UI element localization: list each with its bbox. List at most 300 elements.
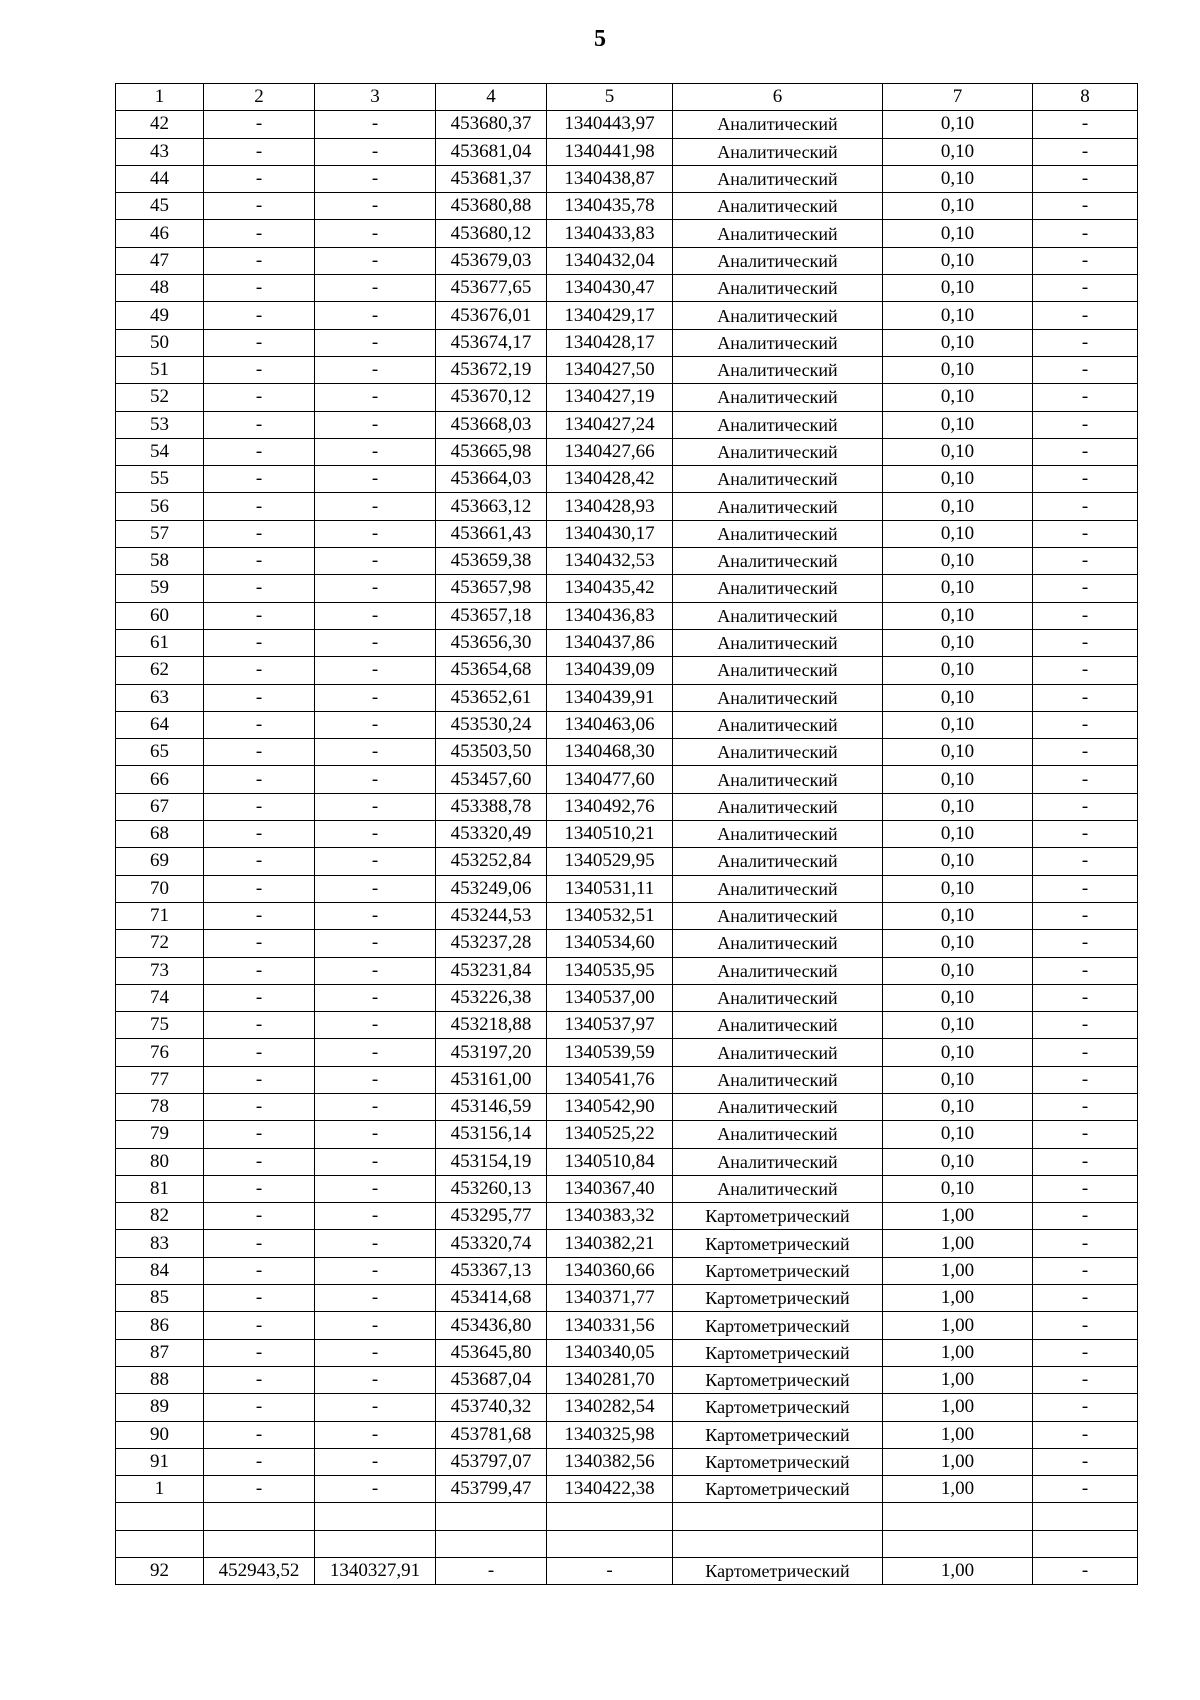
method-cell: Аналитический — [673, 466, 883, 493]
y-coord-cell: - — [315, 220, 436, 247]
description-cell: - — [1033, 1230, 1138, 1257]
y-coord-new-cell: 1340468,30 — [547, 739, 673, 766]
method-cell: Аналитический — [673, 984, 883, 1011]
x-coord-new-cell — [436, 1503, 547, 1530]
x-coord-new-cell: 453656,30 — [436, 629, 547, 656]
x-coord-new-cell: 453530,24 — [436, 711, 547, 738]
y-coord-cell: - — [315, 1093, 436, 1120]
method-cell: Аналитический — [673, 711, 883, 738]
x-coord-new-cell: 453664,03 — [436, 466, 547, 493]
table-row — [116, 520, 1138, 547]
y-coord-cell: - — [315, 1175, 436, 1202]
y-coord-cell: - — [315, 848, 436, 875]
x-coord-new-cell: 453781,68 — [436, 1421, 547, 1448]
y-coord-new-cell: 1340282,54 — [547, 1394, 673, 1421]
x-coord-cell: - — [204, 1285, 315, 1312]
y-coord-new-cell: 1340510,84 — [547, 1148, 673, 1175]
y-coord-cell: - — [315, 165, 436, 192]
table-row — [116, 302, 1138, 329]
x-coord-cell: - — [204, 411, 315, 438]
y-coord-cell: - — [315, 1421, 436, 1448]
x-coord-new-cell: 453436,80 — [436, 1312, 547, 1339]
table-row — [116, 384, 1138, 411]
y-coord-new-cell: 1340437,86 — [547, 629, 673, 656]
accuracy-cell — [883, 1503, 1033, 1530]
y-coord-cell: - — [315, 548, 436, 575]
description-cell: - — [1033, 275, 1138, 302]
x-coord-new-cell: 453672,19 — [436, 356, 547, 383]
y-coord-new-cell: 1340436,83 — [547, 602, 673, 629]
point-number-cell: 69 — [116, 848, 204, 875]
description-cell: - — [1033, 875, 1138, 902]
method-cell: Аналитический — [673, 138, 883, 165]
x-coord-cell: - — [204, 1366, 315, 1393]
y-coord-new-cell: 1340438,87 — [547, 165, 673, 192]
y-coord-cell: - — [315, 138, 436, 165]
accuracy-cell: 0,10 — [883, 411, 1033, 438]
x-coord-cell: - — [204, 275, 315, 302]
description-cell — [1033, 1503, 1138, 1530]
y-coord-new-cell: 1340281,70 — [547, 1366, 673, 1393]
page-number: 5 — [594, 26, 606, 52]
accuracy-cell: 0,10 — [883, 220, 1033, 247]
table-row — [116, 1230, 1138, 1257]
table-row — [116, 275, 1138, 302]
description-cell: - — [1033, 766, 1138, 793]
x-coord-new-cell: 453249,06 — [436, 875, 547, 902]
x-coord-cell — [204, 1530, 315, 1557]
description-cell: - — [1033, 1066, 1138, 1093]
point-number-cell: 74 — [116, 984, 204, 1011]
description-cell: - — [1033, 602, 1138, 629]
method-cell: Аналитический — [673, 684, 883, 711]
x-coord-cell: - — [204, 356, 315, 383]
method-cell: Аналитический — [673, 193, 883, 220]
table-row — [116, 930, 1138, 957]
x-coord-cell: - — [204, 1066, 315, 1093]
accuracy-cell: 0,10 — [883, 1121, 1033, 1148]
description-cell: - — [1033, 1366, 1138, 1393]
y-coord-cell: - — [315, 957, 436, 984]
method-cell: Картометрический — [673, 1230, 883, 1257]
y-coord-cell: - — [315, 1066, 436, 1093]
method-cell: Аналитический — [673, 111, 883, 138]
table-row — [116, 111, 1138, 138]
y-coord-cell: - — [315, 1285, 436, 1312]
x-coord-cell: - — [204, 1476, 315, 1503]
y-coord-cell: - — [315, 1339, 436, 1366]
accuracy-cell: 0,10 — [883, 848, 1033, 875]
method-cell: Аналитический — [673, 302, 883, 329]
description-cell: - — [1033, 1039, 1138, 1066]
accuracy-cell: 1,00 — [883, 1203, 1033, 1230]
table-row — [116, 739, 1138, 766]
description-cell: - — [1033, 1421, 1138, 1448]
accuracy-cell: 0,10 — [883, 793, 1033, 820]
x-coord-cell: - — [204, 793, 315, 820]
method-cell: Аналитический — [673, 575, 883, 602]
y-coord-cell: - — [315, 438, 436, 465]
point-number-cell: 64 — [116, 711, 204, 738]
point-number-cell: 84 — [116, 1257, 204, 1284]
table-row — [116, 602, 1138, 629]
header-cell: 2 — [204, 84, 315, 111]
accuracy-cell: 1,00 — [883, 1285, 1033, 1312]
x-coord-cell: - — [204, 602, 315, 629]
y-coord-new-cell: 1340430,47 — [547, 275, 673, 302]
point-number-cell: 72 — [116, 930, 204, 957]
x-coord-cell: - — [204, 1339, 315, 1366]
x-coord-cell: - — [204, 1203, 315, 1230]
y-coord-new-cell: 1340360,66 — [547, 1257, 673, 1284]
description-cell: - — [1033, 793, 1138, 820]
y-coord-cell: - — [315, 411, 436, 438]
method-cell: Аналитический — [673, 1148, 883, 1175]
method-cell: Аналитический — [673, 165, 883, 192]
point-number-cell: 82 — [116, 1203, 204, 1230]
accuracy-cell: 0,10 — [883, 302, 1033, 329]
y-coord-cell: - — [315, 384, 436, 411]
point-number-cell: 56 — [116, 493, 204, 520]
method-cell: Аналитический — [673, 438, 883, 465]
point-number-cell: 44 — [116, 165, 204, 192]
point-number-cell: 87 — [116, 1339, 204, 1366]
y-coord-cell: - — [315, 1121, 436, 1148]
method-cell: Картометрический — [673, 1339, 883, 1366]
y-coord-cell: - — [315, 1012, 436, 1039]
accuracy-cell: 0,10 — [883, 1066, 1033, 1093]
method-cell: Аналитический — [673, 247, 883, 274]
method-cell: Картометрический — [673, 1476, 883, 1503]
point-number-cell: 92 — [116, 1558, 204, 1585]
description-cell: - — [1033, 1448, 1138, 1475]
x-coord-new-cell: 453680,88 — [436, 193, 547, 220]
description-cell: - — [1033, 111, 1138, 138]
description-cell: - — [1033, 356, 1138, 383]
y-coord-new-cell: 1340382,56 — [547, 1448, 673, 1475]
description-cell: - — [1033, 1339, 1138, 1366]
description-cell: - — [1033, 739, 1138, 766]
table-row — [116, 548, 1138, 575]
table-row — [116, 1476, 1138, 1503]
table-row — [116, 875, 1138, 902]
description-cell: - — [1033, 1175, 1138, 1202]
y-coord-new-cell: 1340367,40 — [547, 1175, 673, 1202]
point-number-cell: 61 — [116, 629, 204, 656]
method-cell: Картометрический — [673, 1312, 883, 1339]
table-row — [116, 684, 1138, 711]
method-cell: Картометрический — [673, 1203, 883, 1230]
y-coord-cell: - — [315, 520, 436, 547]
table-row — [116, 1366, 1138, 1393]
table-row — [116, 193, 1138, 220]
description-cell: - — [1033, 629, 1138, 656]
y-coord-cell — [315, 1530, 436, 1557]
x-coord-cell: - — [204, 1148, 315, 1175]
accuracy-cell: 0,10 — [883, 602, 1033, 629]
description-cell: - — [1033, 329, 1138, 356]
method-cell: Аналитический — [673, 356, 883, 383]
x-coord-cell: - — [204, 329, 315, 356]
y-coord-cell: - — [315, 575, 436, 602]
table-row — [116, 1203, 1138, 1230]
header-cell: 1 — [116, 84, 204, 111]
accuracy-cell: 0,10 — [883, 739, 1033, 766]
description-cell: - — [1033, 984, 1138, 1011]
x-coord-cell: - — [204, 193, 315, 220]
y-coord-new-cell: 1340432,53 — [547, 548, 673, 575]
point-number-cell: 52 — [116, 384, 204, 411]
header-cell: 6 — [673, 84, 883, 111]
method-cell: Аналитический — [673, 493, 883, 520]
table-header-row — [116, 84, 1138, 111]
point-number-cell: 83 — [116, 1230, 204, 1257]
y-coord-new-cell: 1340525,22 — [547, 1121, 673, 1148]
x-coord-new-cell: 453367,13 — [436, 1257, 547, 1284]
y-coord-cell: - — [315, 247, 436, 274]
y-coord-new-cell: 1340537,00 — [547, 984, 673, 1011]
method-cell: Картометрический — [673, 1366, 883, 1393]
y-coord-new-cell — [547, 1530, 673, 1557]
table-row — [116, 329, 1138, 356]
point-number-cell: 51 — [116, 356, 204, 383]
table-row — [116, 957, 1138, 984]
description-cell: - — [1033, 930, 1138, 957]
y-coord-cell: - — [315, 984, 436, 1011]
accuracy-cell: 0,10 — [883, 275, 1033, 302]
x-coord-new-cell: 453156,14 — [436, 1121, 547, 1148]
x-coord-new-cell: 453668,03 — [436, 411, 547, 438]
y-coord-cell: - — [315, 766, 436, 793]
table-row — [116, 220, 1138, 247]
x-coord-cell: - — [204, 957, 315, 984]
coordinates-table — [115, 83, 1138, 1585]
accuracy-cell: 1,00 — [883, 1366, 1033, 1393]
y-coord-new-cell: 1340428,93 — [547, 493, 673, 520]
x-coord-cell: - — [204, 466, 315, 493]
point-number-cell: 45 — [116, 193, 204, 220]
y-coord-new-cell: 1340529,95 — [547, 848, 673, 875]
method-cell: Аналитический — [673, 657, 883, 684]
y-coord-new-cell: 1340428,42 — [547, 466, 673, 493]
method-cell — [673, 1530, 883, 1557]
point-number-cell: 57 — [116, 520, 204, 547]
y-coord-cell: - — [315, 1230, 436, 1257]
x-coord-new-cell: 453146,59 — [436, 1093, 547, 1120]
x-coord-cell: - — [204, 1312, 315, 1339]
y-coord-new-cell: 1340427,50 — [547, 356, 673, 383]
y-coord-new-cell: 1340422,38 — [547, 1476, 673, 1503]
y-coord-new-cell: 1340427,24 — [547, 411, 673, 438]
accuracy-cell — [883, 1530, 1033, 1557]
x-coord-new-cell: 453797,07 — [436, 1448, 547, 1475]
x-coord-cell: - — [204, 1230, 315, 1257]
x-coord-cell — [204, 1503, 315, 1530]
method-cell: Аналитический — [673, 275, 883, 302]
accuracy-cell: 1,00 — [883, 1339, 1033, 1366]
description-cell: - — [1033, 165, 1138, 192]
x-coord-new-cell: 453654,68 — [436, 657, 547, 684]
x-coord-cell: - — [204, 111, 315, 138]
x-coord-cell: - — [204, 657, 315, 684]
x-coord-new-cell: 453681,04 — [436, 138, 547, 165]
y-coord-new-cell: 1340382,21 — [547, 1230, 673, 1257]
y-coord-cell: - — [315, 684, 436, 711]
x-coord-new-cell: 453218,88 — [436, 1012, 547, 1039]
accuracy-cell: 0,10 — [883, 493, 1033, 520]
y-coord-cell: - — [315, 902, 436, 929]
point-number-cell — [116, 1503, 204, 1530]
x-coord-cell: - — [204, 384, 315, 411]
accuracy-cell: 0,10 — [883, 1148, 1033, 1175]
y-coord-new-cell: 1340340,05 — [547, 1339, 673, 1366]
accuracy-cell: 1,00 — [883, 1558, 1033, 1585]
point-number-cell: 43 — [116, 138, 204, 165]
description-cell: - — [1033, 438, 1138, 465]
x-coord-new-cell: 453657,18 — [436, 602, 547, 629]
table-row — [116, 984, 1138, 1011]
x-coord-new-cell: 453799,47 — [436, 1476, 547, 1503]
description-cell: - — [1033, 684, 1138, 711]
accuracy-cell: 0,10 — [883, 957, 1033, 984]
x-coord-cell: - — [204, 220, 315, 247]
x-coord-cell: - — [204, 1039, 315, 1066]
y-coord-new-cell: 1340433,83 — [547, 220, 673, 247]
description-cell: - — [1033, 711, 1138, 738]
description-cell: - — [1033, 957, 1138, 984]
x-coord-new-cell: 453677,65 — [436, 275, 547, 302]
x-coord-new-cell: 453661,43 — [436, 520, 547, 547]
point-number-cell: 86 — [116, 1312, 204, 1339]
y-coord-cell: - — [315, 1203, 436, 1230]
table-row — [116, 902, 1138, 929]
x-coord-new-cell: 453676,01 — [436, 302, 547, 329]
x-coord-cell: - — [204, 520, 315, 547]
y-coord-cell: - — [315, 1366, 436, 1393]
accuracy-cell: 1,00 — [883, 1230, 1033, 1257]
method-cell: Аналитический — [673, 821, 883, 848]
point-number-cell: 65 — [116, 739, 204, 766]
table-row — [116, 793, 1138, 820]
description-cell: - — [1033, 520, 1138, 547]
description-cell: - — [1033, 247, 1138, 274]
accuracy-cell: 0,10 — [883, 766, 1033, 793]
method-cell: Аналитический — [673, 1093, 883, 1120]
table-row — [116, 438, 1138, 465]
y-coord-cell: - — [315, 193, 436, 220]
x-coord-cell: - — [204, 984, 315, 1011]
y-coord-cell: 1340327,91 — [315, 1558, 436, 1585]
method-cell: Картометрический — [673, 1257, 883, 1284]
table-row — [116, 138, 1138, 165]
table-row — [116, 1339, 1138, 1366]
table-row — [116, 411, 1138, 438]
accuracy-cell: 1,00 — [883, 1394, 1033, 1421]
point-number-cell: 46 — [116, 220, 204, 247]
y-coord-cell: - — [315, 356, 436, 383]
table-row — [116, 1421, 1138, 1448]
method-cell: Аналитический — [673, 902, 883, 929]
y-coord-new-cell: 1340428,17 — [547, 329, 673, 356]
table-row — [116, 466, 1138, 493]
method-cell: Аналитический — [673, 548, 883, 575]
x-coord-new-cell: 453670,12 — [436, 384, 547, 411]
x-coord-cell: - — [204, 902, 315, 929]
point-number-cell: 42 — [116, 111, 204, 138]
y-coord-new-cell: 1340441,98 — [547, 138, 673, 165]
x-coord-cell: - — [204, 875, 315, 902]
y-coord-new-cell: 1340443,97 — [547, 111, 673, 138]
y-coord-cell — [315, 1503, 436, 1530]
x-coord-new-cell: 453226,38 — [436, 984, 547, 1011]
y-coord-new-cell: 1340325,98 — [547, 1421, 673, 1448]
description-cell: - — [1033, 1012, 1138, 1039]
method-cell: Аналитический — [673, 793, 883, 820]
y-coord-cell: - — [315, 711, 436, 738]
y-coord-new-cell: 1340477,60 — [547, 766, 673, 793]
y-coord-new-cell: 1340427,19 — [547, 384, 673, 411]
description-cell: - — [1033, 138, 1138, 165]
accuracy-cell: 0,10 — [883, 629, 1033, 656]
x-coord-cell: - — [204, 438, 315, 465]
x-coord-new-cell: 453674,17 — [436, 329, 547, 356]
header-cell: 7 — [883, 84, 1033, 111]
y-coord-cell: - — [315, 329, 436, 356]
x-coord-cell: - — [204, 1394, 315, 1421]
accuracy-cell: 0,10 — [883, 684, 1033, 711]
table-row — [116, 711, 1138, 738]
y-coord-new-cell: 1340429,17 — [547, 302, 673, 329]
point-number-cell: 77 — [116, 1066, 204, 1093]
y-coord-new-cell: 1340535,95 — [547, 957, 673, 984]
table-row — [116, 1558, 1138, 1585]
description-cell: - — [1033, 1394, 1138, 1421]
x-coord-new-cell: 453320,74 — [436, 1230, 547, 1257]
header-cell: 3 — [315, 84, 436, 111]
x-coord-cell: - — [204, 821, 315, 848]
method-cell: Аналитический — [673, 1175, 883, 1202]
description-cell: - — [1033, 384, 1138, 411]
x-coord-cell: - — [204, 1012, 315, 1039]
point-number-cell: 76 — [116, 1039, 204, 1066]
point-number-cell: 85 — [116, 1285, 204, 1312]
table-row — [116, 1039, 1138, 1066]
method-cell: Аналитический — [673, 1121, 883, 1148]
description-cell: - — [1033, 302, 1138, 329]
point-number-cell: 78 — [116, 1093, 204, 1120]
table-row — [116, 1530, 1138, 1557]
table-row — [116, 657, 1138, 684]
table-row — [116, 848, 1138, 875]
point-number-cell: 68 — [116, 821, 204, 848]
point-number-cell: 81 — [116, 1175, 204, 1202]
x-coord-new-cell: 453161,00 — [436, 1066, 547, 1093]
accuracy-cell: 0,10 — [883, 520, 1033, 547]
description-cell: - — [1033, 1257, 1138, 1284]
x-coord-cell: - — [204, 575, 315, 602]
x-coord-new-cell: 453154,19 — [436, 1148, 547, 1175]
y-coord-new-cell: 1340383,32 — [547, 1203, 673, 1230]
y-coord-cell: - — [315, 1312, 436, 1339]
point-number-cell: 48 — [116, 275, 204, 302]
x-coord-new-cell: 453681,37 — [436, 165, 547, 192]
y-coord-new-cell: - — [547, 1558, 673, 1585]
description-cell: - — [1033, 1093, 1138, 1120]
accuracy-cell: 1,00 — [883, 1257, 1033, 1284]
x-coord-new-cell: 453231,84 — [436, 957, 547, 984]
table-row — [116, 766, 1138, 793]
point-number-cell: 47 — [116, 247, 204, 274]
